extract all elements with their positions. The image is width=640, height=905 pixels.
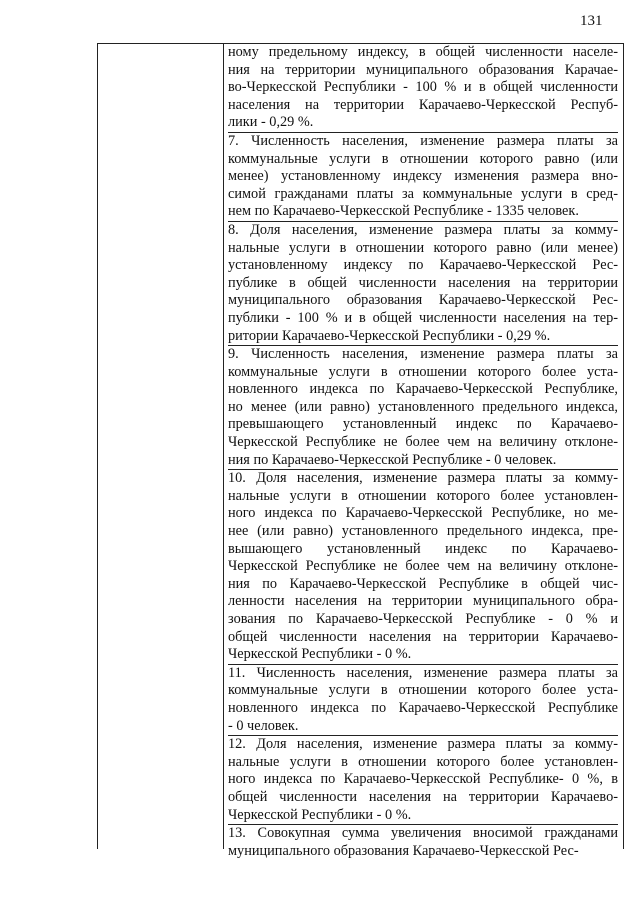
- text-line: публике в общей численности населения на территории: [228, 274, 618, 291]
- text-line: нальные услуги в отношении которого более установлен-: [228, 487, 618, 504]
- text-line: коммунальные услуги в отношении которого более уста-: [228, 363, 618, 380]
- text-line: общей численности населения на территории Карачаево-: [228, 788, 618, 805]
- text-line: ния по Карачаево-Черкесской Республике - 0 человек.: [228, 451, 557, 468]
- text-line: зования по Карачаево-Черкесской Республике - 0 % и: [228, 611, 618, 627]
- table-left-column: [98, 44, 224, 849]
- paragraph-item-8: [228, 222, 618, 346]
- paragraph-cont: [228, 44, 618, 133]
- text-line: новленного индекса по Карачаево-Черкесской Республике: [228, 699, 618, 716]
- text-line: ного индекса по Карачаево-Черкесской Республике- 0 %, в: [228, 771, 618, 788]
- paragraph-item-10: [228, 470, 618, 665]
- text-line: менее) установленному индексу изменения размера вно-: [228, 168, 618, 185]
- paragraph-item-12: [228, 736, 618, 825]
- text-line: вышающего установленный индекс по Карачаево-: [228, 540, 618, 557]
- text-line: Черкесской Республике не более чем на величину отклоне-: [228, 558, 618, 575]
- text-line: во-Черкесской Республики - 100 % и в общей численности: [228, 79, 618, 96]
- table-text-block: [224, 44, 623, 860]
- text-line: симой гражданами платы за коммунальные услуги в сред-: [228, 185, 618, 202]
- text-line: Черкесской Республике не более чем на величину отклоне-: [228, 434, 618, 451]
- text-line: лики - 0,29 %.: [228, 114, 314, 131]
- text-line: 12. Доля населения, изменение размера платы за комму-: [228, 736, 618, 753]
- text-line: 10. Доля населения, изменение размера платы за комму-: [228, 470, 618, 487]
- text-line: коммунальные услуги в отношении которого более уста-: [228, 682, 618, 699]
- document-table: [97, 43, 624, 859]
- page-number: 131: [580, 13, 603, 29]
- text-line: ного индекса по Карачаево-Черкесской Республике, но ме-: [228, 505, 618, 522]
- text-line: населения на территории Карачаево-Черкесской Респуб-: [228, 96, 618, 113]
- text-line: нем по Карачаево-Черкесской Республике - 1335 человек.: [228, 203, 579, 220]
- text-line: 7. Численность населения, изменение размера платы за: [228, 132, 618, 149]
- text-line: - 0 человек.: [228, 717, 299, 734]
- text-line: ния на территории муниципального образования Карачае-: [228, 61, 618, 78]
- text-line: коммунальные услуги в отношении которого равно (или: [228, 150, 618, 167]
- text-line: Черкесской Республики - 0 %.: [228, 806, 412, 823]
- text-line: нальные услуги в отношении которого равно (или менее): [228, 239, 618, 256]
- text-line: 13. Совокупная сумма увеличения вносимой гражданами: [228, 825, 618, 842]
- table-right-column: [224, 44, 623, 859]
- text-line: 9. Численность населения, изменение размера платы за: [228, 346, 618, 363]
- paragraph-item-13: [228, 825, 618, 860]
- text-line: установленному индексу по Карачаево-Черкесской Рес-: [228, 257, 618, 274]
- text-line: ленности населения на территории муниципального обра-: [228, 593, 618, 610]
- paragraph-item-7: [228, 133, 618, 222]
- text-line: ния по Карачаево-Черкесской Республике в общей чис-: [228, 575, 618, 592]
- text-line: нальные услуги в отношении которого более установлен-: [228, 753, 618, 770]
- text-line: муниципального образования Карачаево-Черкесской Рес-: [228, 292, 618, 309]
- text-line: общей численности населения на территории Карачаево-: [228, 628, 618, 645]
- text-line: но менее (или равно) установленного предельного индекса,: [228, 398, 618, 415]
- text-line: ному предельному индексу, в общей численности населе-: [228, 44, 618, 60]
- text-line: превышающего установленный индекс по Карачаево-: [228, 416, 618, 433]
- text-line: муниципального образования Карачаево-Черкесской Рес-: [228, 842, 579, 859]
- text-line: 8. Доля населения, изменение размера платы за комму-: [228, 221, 618, 238]
- text-line: 11. Численность населения, изменение размера платы за: [228, 664, 618, 681]
- text-line: публики - 100 % и в общей численности населения на тер-: [228, 309, 618, 326]
- paragraph-item-9: [228, 346, 618, 470]
- text-line: Черкесской Республики - 0 %.: [228, 646, 412, 663]
- text-line: ритории Карачаево-Черкесской Республики - 0,29 %.: [228, 327, 551, 344]
- paragraph-item-11: [228, 665, 618, 736]
- text-line: новленного индекса по Карачаево-Черкесской Республике,: [228, 381, 618, 398]
- text-line: нее (или равно) установленного предельного индекса, пре-: [228, 523, 618, 540]
